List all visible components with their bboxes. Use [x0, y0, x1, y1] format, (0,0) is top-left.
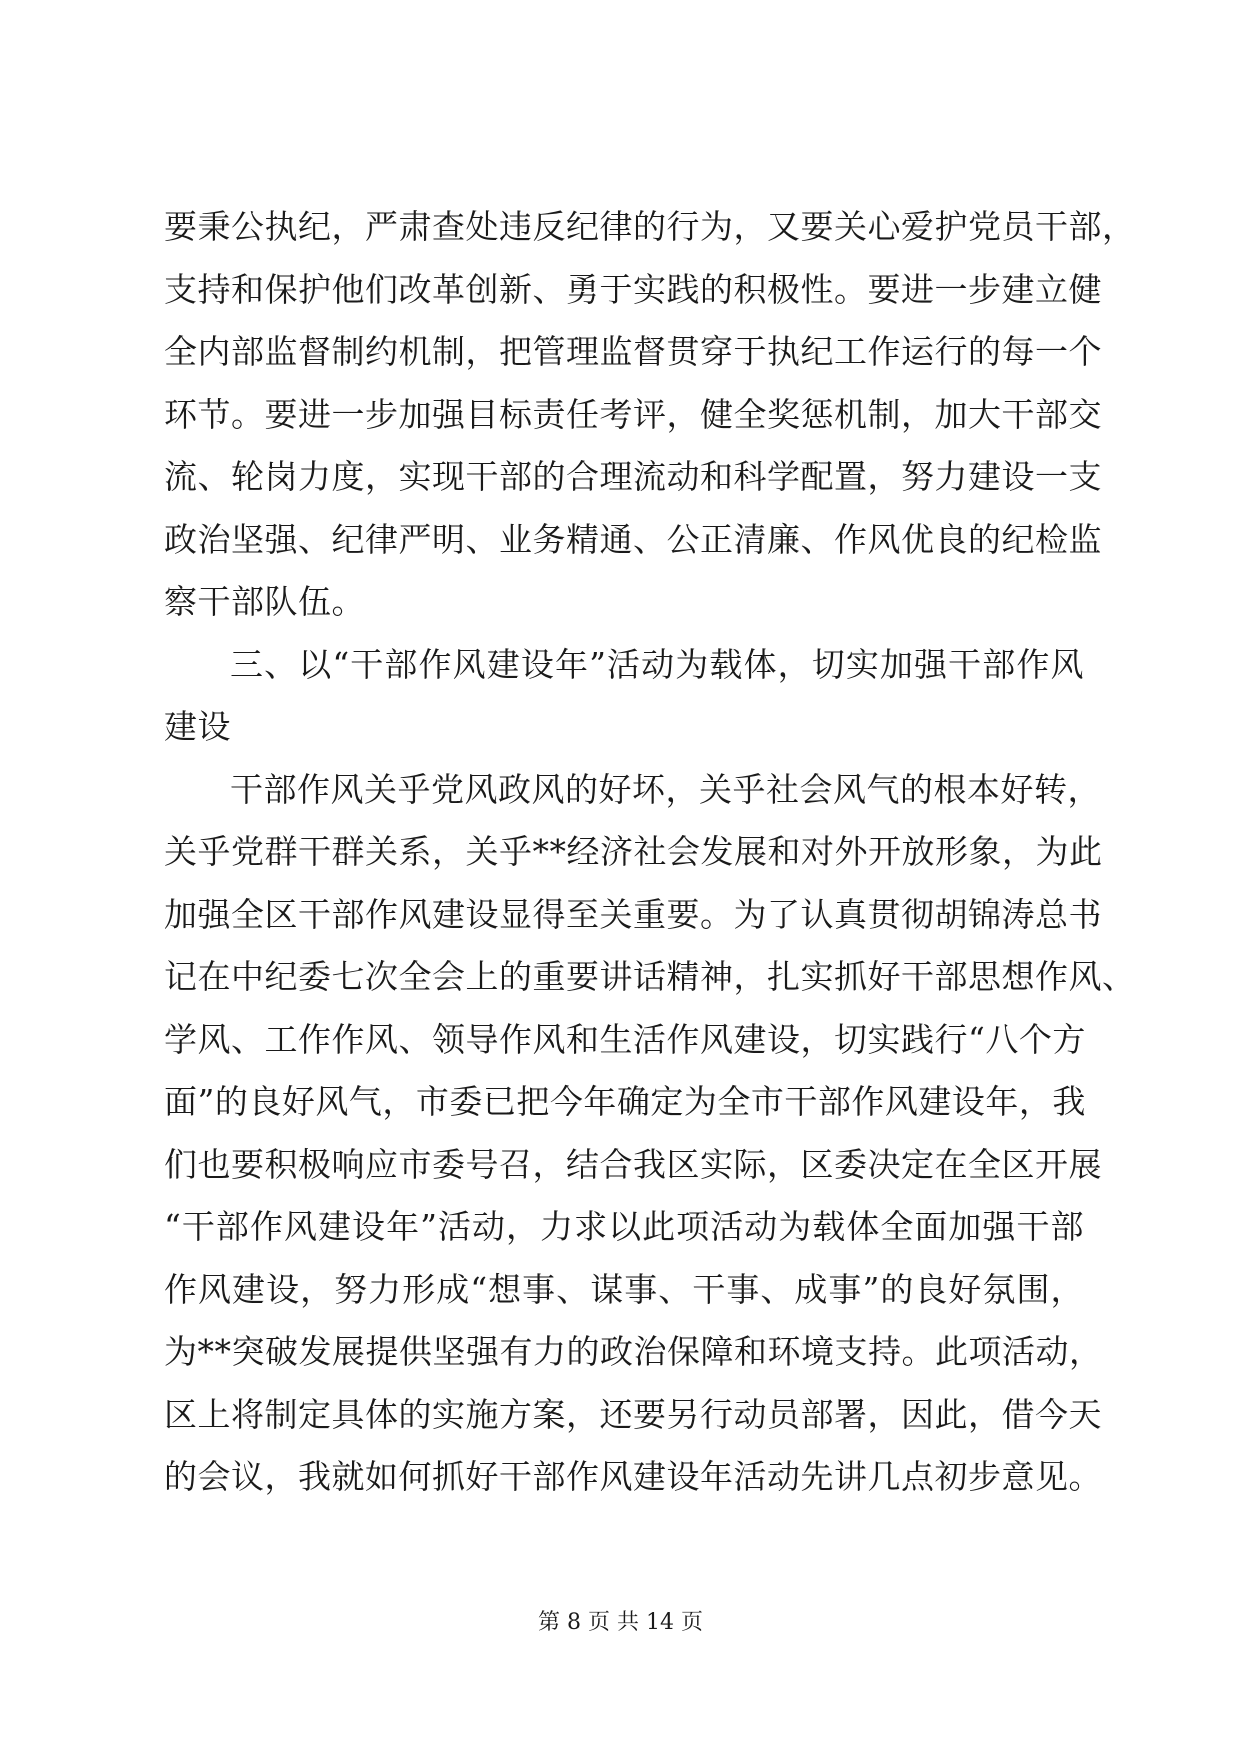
text-line: 学风、工作作风、领导作风和生活作风建设，切实践行“八个方: [164, 1019, 1086, 1059]
text-line: 关乎党群干群关系，关乎**经济社会发展和对外开放形象，为此: [164, 832, 1103, 871]
text-line: 干部作风关乎党风政风的好坏，关乎社会风气的根本好转，: [230, 769, 1101, 809]
text-line: 作风建设，努力形成“想事、谋事、干事、成事”的良好氛围，: [164, 1269, 1084, 1309]
text-line: 为**突破发展提供坚强有力的政治保障和环境支持。此项活动，: [164, 1332, 1103, 1371]
text-line: 面”的良好风气，市委已把今年确定为全市干部作风建设年，我: [164, 1082, 1086, 1121]
text-line: 政治坚强、纪律严明、业务精通、公正清廉、作风优良的纪检监: [164, 519, 1102, 559]
text-line: 要秉公执纪，严肃查处违反纪律的行为，又要关心爱护党员干部，: [164, 207, 1136, 246]
text-line: 加强全区干部作风建设显得至关重要。为了认真贯彻胡锦涛总书: [164, 894, 1102, 934]
page-footer: 第 8 页 共 14 页: [538, 1610, 703, 1635]
text-line: 区上将制定具体的实施方案，还要另行动员部署，因此，借今天: [164, 1394, 1102, 1434]
text-line: 记在中纪委七次全会上的重要讲话精神，扎实抓好干部思想作风、: [164, 957, 1136, 996]
document-body: [164, 196, 1136, 1509]
text-line: 建设: [164, 707, 231, 746]
text-line: 环节。要进一步加强目标责任考评，健全奖惩机制，加大干部交: [164, 394, 1102, 434]
text-line: 三、以“干部作风建设年”活动为载体，切实加强干部作风: [230, 644, 1084, 684]
text-line: “干部作风建设年”活动，力求以此项活动为载体全面加强干部: [164, 1207, 1084, 1246]
text-line: 流、轮岗力度，实现干部的合理流动和科学配置，努力建设一支: [164, 457, 1102, 496]
text-line: 全内部监督制约机制，把管理监督贯穿于执纪工作运行的每一个: [164, 332, 1102, 371]
text-line: 察干部队伍。: [164, 582, 365, 621]
text-line: 支持和保护他们改革创新、勇于实践的积极性。要进一步建立健: [164, 269, 1102, 309]
text-line: 的会议，我就如何抓好干部作风建设年活动先讲几点初步意见。: [164, 1457, 1102, 1496]
text-line: 们也要积极响应市委号召，结合我区实际，区委决定在全区开展: [164, 1144, 1102, 1184]
